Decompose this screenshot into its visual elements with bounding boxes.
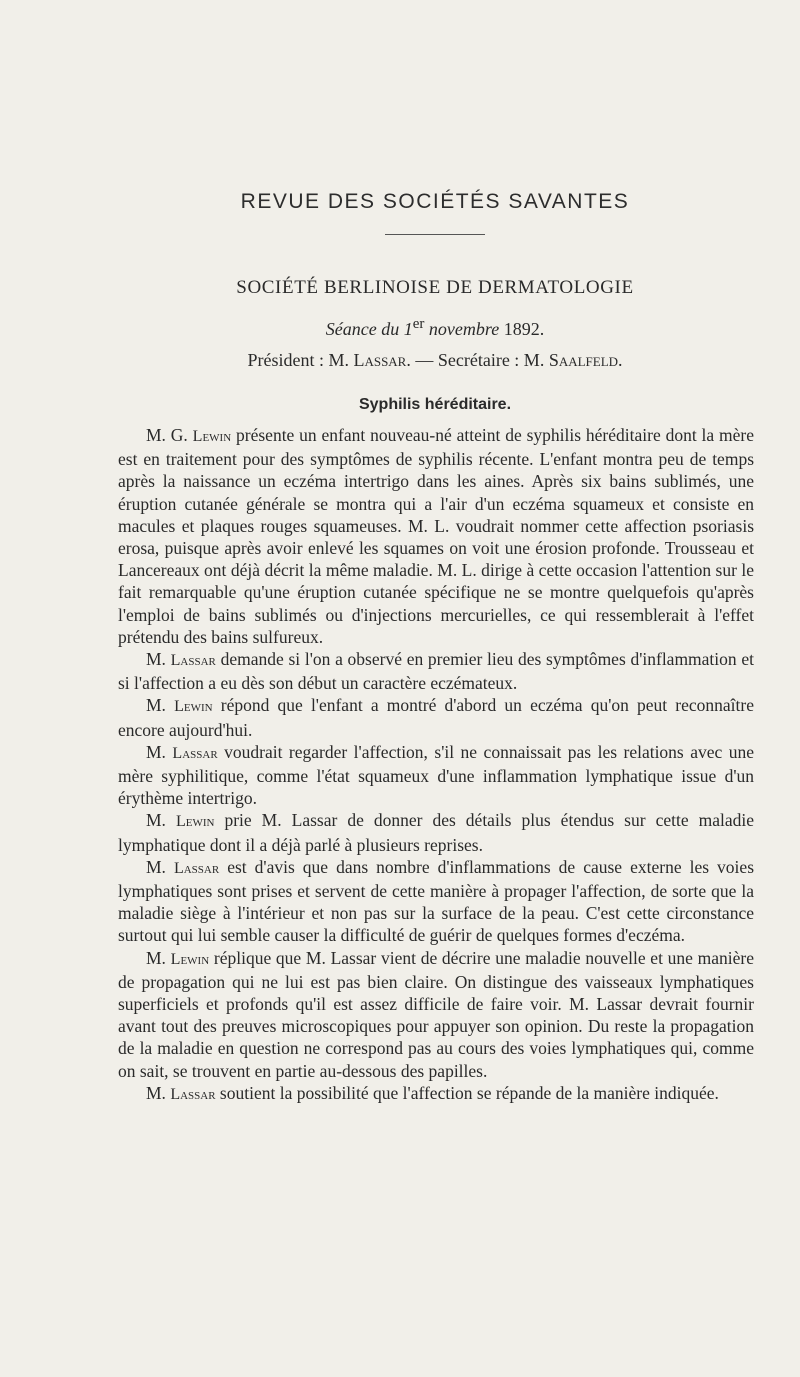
speaker-name: Lewin xyxy=(170,950,210,968)
paragraph xyxy=(118,856,754,947)
paragraph-text: réplique que M. Lassar vient de décrire une maladie nouvelle et une manière de propagation qui ne lui est pas bien claire. On distingue des vaisseaux lymphatiques superficiels et profonds qu'il est assez difficile de faire voir. M. Lassar devrait fournir avant tout des preuves microscopiques pour appuyer son opinion. Du reste la propagation de la maladie en question ne correspond pas au cours des voies lymphatiques qui, comme on sait, se trouvent en partie au-dessous des papilles. xyxy=(118,947,754,1081)
paragraph xyxy=(118,809,754,855)
speaker-name: Lewin xyxy=(174,698,213,716)
paragraph-prefix: M. xyxy=(146,1082,171,1103)
article-body xyxy=(118,424,754,1106)
paragraph-text: répond que l'enfant a montré d'abord un eczéma qu'on peut reconnaître encore aujourd'hui. xyxy=(118,695,755,740)
society-title: SOCIÉTÉ BERLINOISE DE DERMATOLOGIE xyxy=(236,277,634,298)
paragraph-text: demande si l'on a observé en premier lieu des symptômes d'inflammation et si l'affection a eu dès son début un caractère eczémateux. xyxy=(118,649,754,694)
speaker-name: Lewin xyxy=(175,813,215,831)
section-heading: Syphilis héréditaire. xyxy=(358,396,512,413)
speaker-name: Lassar xyxy=(170,652,216,670)
paragraph xyxy=(118,424,754,648)
paragraph-text: voudrait regarder l'affection, s'il ne connaissait pas les relations avec une mère syphilitique, comme l'état squameux d'une inflammation lymphatique issue d'un érythème intertrigo. xyxy=(118,741,755,809)
paragraph-text: présente un enfant nouveau-né atteint de syphilis héréditaire dont la mère est en traitement pour des symptômes de syphilis récente. L'enfant montra peu de temps après la naissance un eczéma intertrigo dans les aines. Après six bains sublimés, une éruption cutanée générale se montra qui a l'air d'un eczéma squameux et consiste en macules et plaques rouges squameuses. M. L. voudrait nommer cette affection psoriasis erosa, puisque après avoir enlevé les squames on voit une érosion profonde. Trousseau et Lancereaux ont déjà décrit la même maladie. M. L. dirige à cette occasion l'attention sur le fait remarquable qu'une éruption cutanée spécifique ne se montre quelquefois qu'après l'emploi de bains sublimés ou d'injections mercurielles, ce qui ressemblerait à l'effet prétendu des bains sulfureux. xyxy=(118,425,754,647)
title-divider xyxy=(385,234,485,235)
president-name: Lassar xyxy=(353,350,407,370)
paragraph-text: prie M. Lassar de donner des détails plus étendus sur cette maladie lymphatique dont il a déjà parlé à plusieurs reprises. xyxy=(118,810,754,855)
paragraph-prefix: M. G. xyxy=(146,425,193,445)
session-date-sup: er xyxy=(412,316,425,332)
secretary-name: Saalfeld xyxy=(548,350,619,370)
paragraph-prefix: M. xyxy=(146,810,176,831)
paragraph xyxy=(118,694,754,740)
paragraph-text: est d'avis que dans nombre d'inflammations de cause externe les voies lymphatiques sont prises et servent de cette manière à propager l'affection, de sorte que la maladie siège à l'intérieur et non pas sur la surface de la peau. C'est cette circonstance surtout qui lui semble causer la difficulté de guérir de quelques formes d'eczéma. xyxy=(118,856,755,946)
paragraph-prefix: M. xyxy=(146,741,173,762)
paragraph xyxy=(118,648,754,694)
session-date-year: 1892. xyxy=(499,319,545,339)
paragraph xyxy=(118,741,754,810)
paragraph-prefix: M. xyxy=(146,695,175,716)
officers-separator: . — Secrétaire : M. xyxy=(406,350,549,370)
paragraph-prefix: M. xyxy=(146,649,171,670)
speaker-name: Lewin xyxy=(192,428,232,445)
session-date-prefix: Séance du 1 xyxy=(325,319,413,339)
paragraph xyxy=(118,1082,754,1106)
paragraph-prefix: M. xyxy=(146,947,171,968)
paragraph-prefix: M. xyxy=(146,856,174,877)
journal-section-title: REVUE DES SOCIÉTÉS SAVANTES xyxy=(240,190,630,213)
officers-line xyxy=(0,350,800,371)
speaker-name: Lassar xyxy=(173,859,220,877)
session-date-month: novembre xyxy=(424,319,500,339)
speaker-name: Lassar xyxy=(170,1085,216,1103)
paragraph xyxy=(118,947,754,1082)
paragraph-text: soutient la possibilité que l'affection se répande de la manière indiquée. xyxy=(215,1082,719,1103)
session-date xyxy=(0,316,800,340)
president-label: Président : M. xyxy=(247,350,354,370)
speaker-name: Lassar xyxy=(172,744,218,762)
officers-end: . xyxy=(618,350,623,370)
